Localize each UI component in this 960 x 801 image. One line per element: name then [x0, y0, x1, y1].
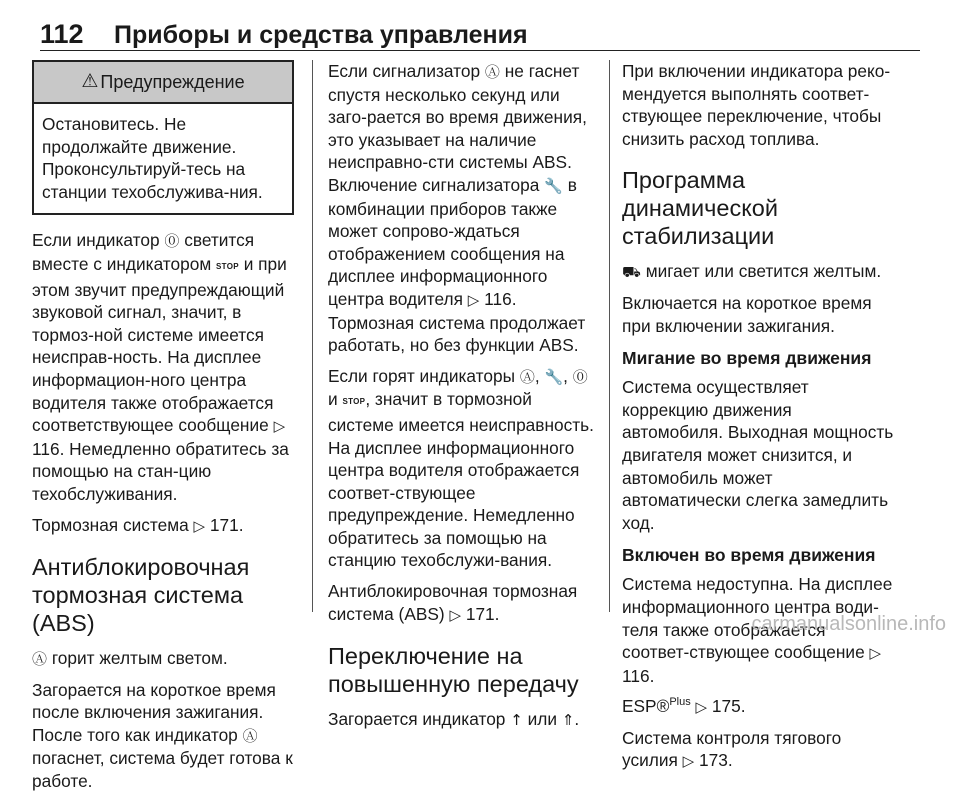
text-span: . — [649, 665, 655, 686]
text-span: , — [563, 365, 568, 386]
warning-header — [34, 62, 292, 104]
text-span: и — [328, 389, 338, 410]
text-span: Система недоступна. На дисплее информационного центра води-теля также отображается соответ-ствующее сообщение — [622, 574, 893, 663]
abs-indicator-icon: Ⓐ — [484, 63, 500, 81]
page-ref[interactable]: 173 — [699, 750, 728, 771]
text-span: . Тормозная система продолжает работать, но без функции ABS. — [328, 288, 586, 356]
abs-ref — [328, 580, 598, 626]
brake-indicator-icon: ⓪ — [572, 367, 588, 386]
esp-startup-paragraph: Включается на короткое время при включении зажигания. — [622, 292, 872, 336]
heading-upshift: Переключение на повышенную передачу — [328, 643, 579, 698]
text-span: Если индикатор — [32, 230, 160, 251]
page-ref-arrow-icon: ▷ — [695, 698, 708, 717]
abs-indicator-icon: Ⓐ — [242, 726, 258, 745]
abs-indicator-icon: Ⓐ — [32, 650, 48, 669]
page-ref-arrow-icon: ▷ — [467, 290, 480, 309]
plus-superscript: Plus — [669, 696, 691, 709]
esp-paragraph — [622, 260, 894, 284]
page-ref-arrow-icon: ▷ — [449, 605, 462, 624]
page-ref[interactable]: 116 — [484, 288, 512, 309]
text-span: в комбинации приборов также может сопрово-ждаться отображением сообщения на дисплее информационного центра водителя — [328, 174, 577, 309]
text-span: Загорается индикатор — [328, 709, 506, 730]
column-2 — [328, 60, 598, 740]
page-ref[interactable]: 116 — [32, 438, 60, 459]
warning-box — [32, 60, 294, 215]
stop-indicator-icon: STOP — [216, 261, 239, 271]
text-span: . — [574, 709, 580, 730]
text-span: Если сигнализатор — [328, 61, 481, 81]
esp-plus-ref — [622, 695, 894, 719]
text-span: . — [727, 750, 733, 771]
multi-indicator-paragraph — [328, 365, 598, 572]
text-span: . — [494, 603, 500, 624]
text-span: или — [527, 709, 558, 730]
text-span: горит желтым светом. — [51, 648, 228, 669]
text-span: ESP® — [622, 696, 670, 717]
watermark: carmanualsonline.info — [751, 613, 946, 635]
heading-abs: Антиблокировочная тормозная система (ABS) — [32, 554, 250, 637]
heading-esp: Программа динамической стабилизации — [622, 167, 778, 250]
text-span: погаснет, система будет готова к работе. — [32, 748, 293, 792]
traction-control-ref — [622, 727, 894, 773]
page-ref-arrow-icon: ▷ — [273, 417, 286, 436]
text-span: светится вместе с индикатором — [32, 230, 255, 274]
chapter-title: Приборы и средства управления — [114, 21, 528, 49]
abs-paragraph — [32, 647, 294, 671]
warning-title: Предупреждение — [100, 71, 245, 92]
brake-system-ref — [32, 514, 294, 538]
page-ref-arrow-icon: ▷ — [682, 752, 695, 771]
heading-blinking: Мигание во время движения — [622, 348, 872, 369]
heading-on: Включен во время движения — [622, 545, 876, 566]
page-ref[interactable]: 171 — [465, 603, 495, 624]
text-span: . Немедленно обратитесь за помощью на стан-цию техобслуживания. — [32, 438, 289, 504]
text-span: Антиблокировочная тормозная система (ABS) — [328, 581, 578, 624]
abs-startup-paragraph — [32, 679, 294, 793]
text-span: Система контроля тягового усилия — [622, 727, 842, 771]
esp-indicator-icon: ⛟ — [622, 263, 641, 282]
column-1 — [32, 60, 294, 801]
upshift-advice-paragraph: При включении индикатора реко-мендуется выполнять соответ-ствующее переключение, чтобы снизить расход топлива. — [622, 61, 891, 149]
abs-fault-paragraph — [328, 60, 598, 357]
warning-text: Остановитесь. Не продолжайте движение. Проконсультируй-тесь на станции техобслужива-ния. — [42, 114, 263, 202]
page-header — [40, 10, 920, 51]
upshift-paragraph — [328, 708, 598, 732]
page-ref-arrow-icon: ▷ — [869, 644, 882, 663]
brake-indicator-icon: ⓪ — [164, 232, 180, 251]
abs-indicator-icon: Ⓐ — [519, 367, 535, 386]
upshift-indicator-icon: ↑ — [510, 711, 523, 730]
upshift-alt-indicator-icon: ⇑ — [561, 711, 575, 730]
warning-triangle-icon: ⚠ — [81, 70, 99, 92]
stop-indicator-icon: STOP — [342, 397, 366, 407]
text-span: Загорается на короткое время после включения зажигания. После того как индикатор — [32, 679, 276, 745]
column-divider-1 — [312, 60, 313, 612]
wrench-indicator-icon: 🔧 — [544, 367, 564, 386]
page-ref[interactable]: 116 — [622, 665, 650, 686]
column-3 — [622, 60, 894, 781]
text-span: мигает или светится желтым. — [645, 261, 882, 282]
page-ref[interactable]: 175 — [711, 696, 741, 717]
wrench-indicator-icon: 🔧 — [544, 176, 563, 195]
column-divider-2 — [609, 60, 610, 612]
blinking-paragraph: Система осуществляет коррекцию движения автомобиля. Выходная мощность двигателя может снизится, и автомобиль может автоматически слегка замедлить ход. — [622, 377, 894, 533]
text-span: . — [740, 696, 746, 717]
text-span: , — [534, 365, 540, 386]
page-ref[interactable]: 171 — [209, 514, 239, 535]
text-span: , значит в тормозной системе имеется неисправность. На дисплее информационного центра водителя отображается соответ-ствующее предупреждение. Немедленно обратитесь за помощью на станцию техобслужи-вания. — [328, 389, 594, 571]
text-span: Если горят индикаторы — [328, 365, 516, 386]
text-span: . — [238, 514, 244, 535]
text-span: Тормозная система — [32, 514, 189, 535]
text-span: не гаснет спустя несколько секунд или заго-рается во время движения, это указывает на наличие неисправно-сти системы ABS. Включение сигнализатора — [328, 61, 587, 195]
page-number: 112 — [40, 19, 84, 49]
page-ref-arrow-icon: ▷ — [193, 516, 206, 535]
text-span: и при этом звучит предупреждающий звуковой сигнал, значит, в тормоз-ной системе имеется неисправ-ность. На дисплее информацион-ного центра водителя также отображается соответствующее сообщение — [32, 253, 287, 436]
brake-paragraph — [32, 229, 294, 505]
